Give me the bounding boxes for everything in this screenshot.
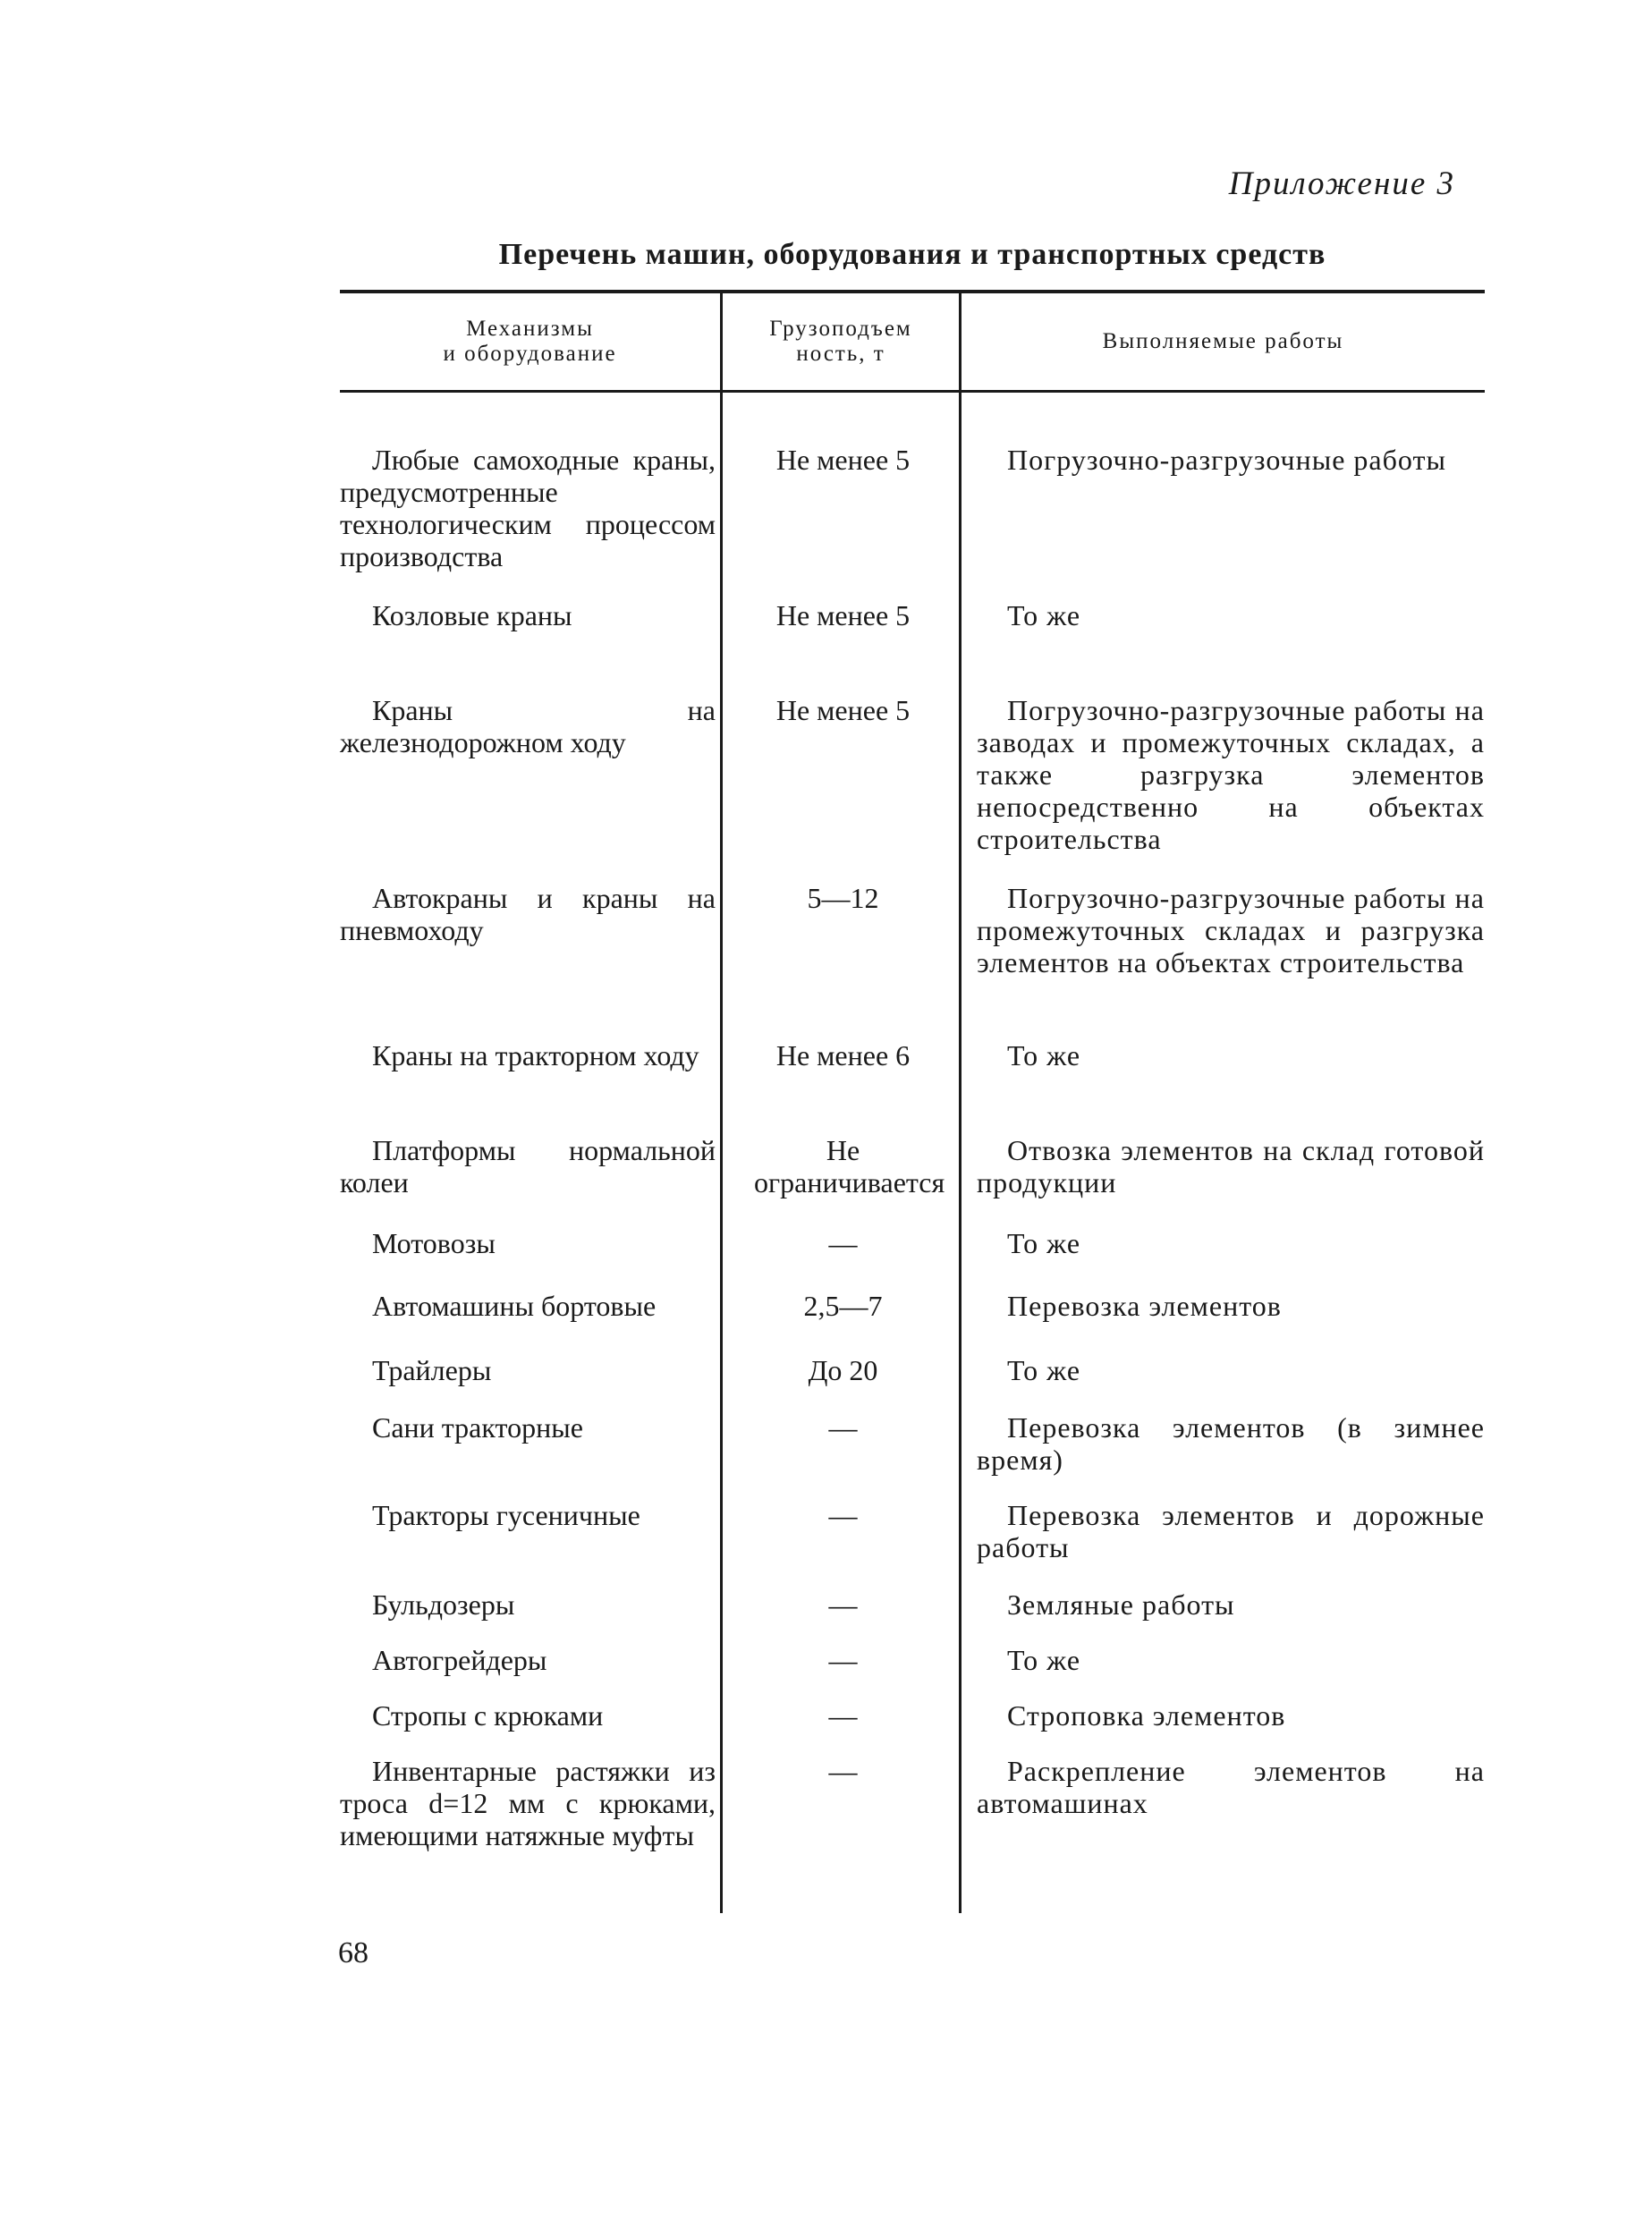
mechanism-text: Мотовозы bbox=[372, 1227, 496, 1259]
header-bottom-rule bbox=[340, 390, 1485, 393]
capacity-cell: Не менее 5 bbox=[775, 599, 911, 631]
capacity-cell: — bbox=[828, 1499, 858, 1531]
work-text: Погрузочно-разгрузочные работы bbox=[1007, 444, 1446, 476]
mechanism-text: Краны на тракторном ходу bbox=[372, 1039, 699, 1071]
mechanism-text: Тракторы гусеничные bbox=[372, 1499, 640, 1531]
work-cell bbox=[977, 882, 1485, 978]
body-divider-2 bbox=[959, 393, 962, 1913]
page-number: 68 bbox=[338, 1936, 369, 1969]
capacity-cell: — bbox=[828, 1411, 858, 1444]
mechanism-text: Автокраны и краны на пневмоходу bbox=[340, 882, 716, 946]
mechanism-cell bbox=[340, 1134, 716, 1198]
header-work bbox=[962, 293, 1485, 390]
work-text: То же bbox=[1007, 599, 1081, 631]
work-text: То же bbox=[1007, 1644, 1081, 1676]
capacity-cell: Не менее 5 bbox=[775, 444, 911, 476]
mechanism-cell bbox=[340, 444, 716, 572]
table-title: Перечень машин, оборудования и транспортных средств bbox=[498, 238, 1326, 271]
work-text: Перевозка элементов и дорожные работы bbox=[977, 1499, 1485, 1563]
capacity-cell: До 20 bbox=[808, 1354, 878, 1386]
body-divider-1 bbox=[720, 393, 723, 1913]
mechanism-text: Автомашины бортовые bbox=[372, 1290, 657, 1322]
header-divider-2 bbox=[959, 293, 962, 390]
mechanism-cell bbox=[340, 1227, 716, 1259]
mechanism-text: Трайлеры bbox=[372, 1354, 492, 1386]
mechanism-cell bbox=[340, 1644, 716, 1676]
work-cell bbox=[977, 1499, 1485, 1563]
work-text: То же bbox=[1007, 1354, 1081, 1386]
mechanism-cell bbox=[340, 1290, 716, 1322]
work-cell bbox=[977, 1699, 1485, 1732]
mechanism-text: Стропы с крюками bbox=[372, 1699, 604, 1732]
mechanism-text: Сани тракторные bbox=[372, 1411, 583, 1444]
header-capacity bbox=[723, 293, 959, 390]
work-text: Погрузочно-разгрузочные работы на заводах и промежуточных складах, а также разгрузка элементов непосредственно на объектах строительства bbox=[977, 694, 1485, 855]
capacity-cell: Не ограничивается bbox=[754, 1134, 945, 1198]
work-text: Раскрепление элементов на автомашинах bbox=[977, 1755, 1485, 1819]
work-text: То же bbox=[1007, 1227, 1081, 1259]
work-cell bbox=[977, 1755, 1485, 1819]
mechanism-cell bbox=[340, 1699, 716, 1732]
work-cell bbox=[977, 1644, 1485, 1676]
mechanism-cell bbox=[340, 1411, 716, 1444]
work-cell bbox=[977, 599, 1485, 631]
mechanism-text: Автогрейдеры bbox=[372, 1644, 547, 1676]
work-text: Погрузочно-разгрузочные работы на промежуточных складах и разгрузка элементов на объектах строительства bbox=[977, 882, 1485, 978]
work-cell bbox=[977, 1039, 1485, 1071]
mechanism-cell bbox=[340, 694, 716, 758]
header-divider-1 bbox=[720, 293, 723, 390]
capacity-cell: Не менее 5 bbox=[775, 694, 911, 726]
work-cell bbox=[977, 694, 1485, 855]
mechanism-cell bbox=[340, 1354, 716, 1386]
work-cell bbox=[977, 1290, 1485, 1322]
capacity-cell: Не менее 6 bbox=[775, 1039, 911, 1071]
work-cell bbox=[977, 1411, 1485, 1476]
header-mechanisms bbox=[340, 293, 720, 390]
mechanism-text: Платформы нормальной колеи bbox=[340, 1134, 716, 1198]
mechanism-text: Козловые краны bbox=[372, 599, 572, 631]
capacity-cell: — bbox=[828, 1699, 858, 1732]
capacity-cell: — bbox=[828, 1644, 858, 1676]
work-text: Отвозка элементов на склад готовой продукции bbox=[977, 1134, 1485, 1198]
capacity-cell: 2,5—7 bbox=[803, 1290, 883, 1322]
header-mechanisms-text: Механизмы и оборудование bbox=[443, 317, 617, 366]
capacity-cell: — bbox=[828, 1588, 858, 1621]
work-text: Перевозка элементов bbox=[1007, 1290, 1282, 1322]
header-capacity-text: Грузоподъем ность, т bbox=[769, 317, 912, 366]
work-text: Строповка элементов bbox=[1007, 1699, 1286, 1732]
capacity-cell: 5—12 bbox=[807, 882, 879, 914]
mechanism-text: Любые самоходные краны, предусмотренные технологическим процессом производства bbox=[340, 444, 716, 572]
mechanism-cell bbox=[340, 1039, 716, 1071]
work-cell bbox=[977, 444, 1485, 476]
work-text: Земляные работы bbox=[1007, 1588, 1235, 1621]
mechanism-cell bbox=[340, 1755, 716, 1851]
mechanism-cell bbox=[340, 1588, 716, 1621]
mechanism-text: Бульдозеры bbox=[372, 1588, 515, 1621]
appendix-label: Приложение 3 bbox=[1228, 165, 1455, 202]
work-cell bbox=[977, 1354, 1485, 1386]
work-cell bbox=[977, 1588, 1485, 1621]
work-cell bbox=[977, 1134, 1485, 1198]
work-text: Перевозка элементов (в зимнее время) bbox=[977, 1411, 1485, 1476]
mechanism-text: Краны на железнодорожном ходу bbox=[340, 694, 716, 758]
mechanism-cell bbox=[340, 882, 716, 946]
mechanism-text: Инвентарные растяжки из троса d=12 мм с крюками, имеющими натяжные муфты bbox=[340, 1755, 716, 1851]
mechanism-cell bbox=[340, 599, 716, 631]
work-text: То же bbox=[1007, 1039, 1081, 1071]
work-cell bbox=[977, 1227, 1485, 1259]
header-work-text: Выполняемые работы bbox=[1102, 329, 1344, 353]
mechanism-cell bbox=[340, 1499, 716, 1531]
capacity-cell: — bbox=[828, 1755, 858, 1787]
capacity-cell: — bbox=[828, 1227, 858, 1259]
